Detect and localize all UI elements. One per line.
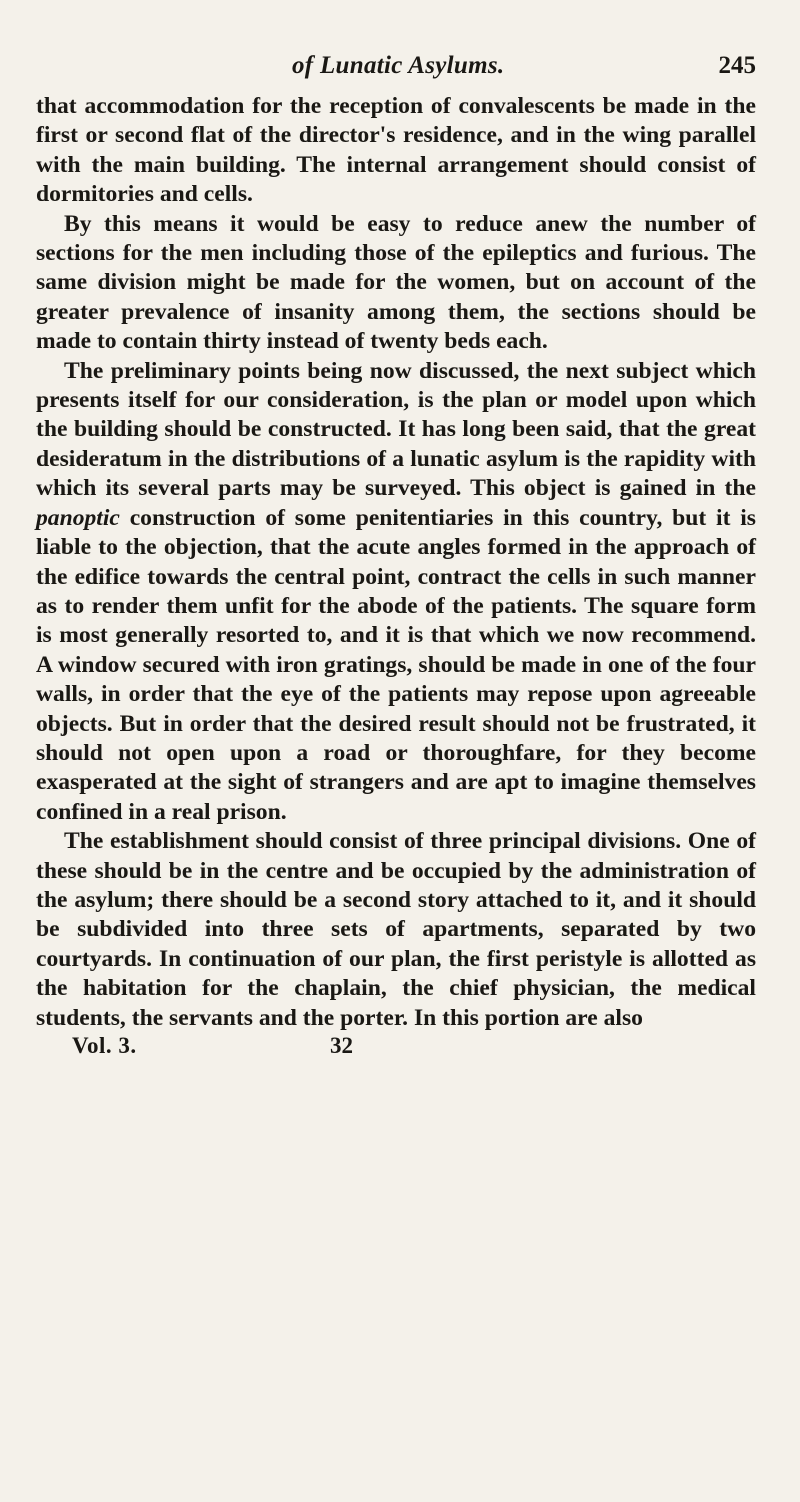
signature-mark: 32 <box>330 1033 353 1058</box>
paragraph-3 <box>36 357 756 828</box>
panoptic-emphasis: panoptic <box>36 504 120 531</box>
page-footer <box>36 1033 756 1063</box>
running-head <box>36 52 756 92</box>
page-number: 245 <box>718 52 756 79</box>
body-text <box>36 92 756 1033</box>
paragraph-1: that accommodation for the reception of convalescents be made in the first or second flat of the director's residence, and in the wing parallel with the main building. The internal arrangement should consist of dormitories and cells. <box>36 93 756 208</box>
paragraph-3-text-after: construction of some penitentiaries in this country, but it is liable to the objection, that the acute angles formed in the approach of the edifice towards the central point, contract the cells in such manner as to render them unfit for the abode of the patients. The square form is most generally resorted to, and it is that which we now recommend. A window secured with iron gratings, should be made in one of the four walls, in order that the eye of the patients may repose upon agreeable objects. But in order that the desired result should not be frustrated, it should not open upon a road or thoroughfare, for they become exasperated at the sight of strangers and are apt to imagine themselves confined in a real prison. <box>36 504 756 825</box>
volume-label: Vol. 3. <box>72 1033 137 1058</box>
paragraph-2: By this means it would be easy to reduce anew the number of sections for the men including those of the epileptics and furious. The same division might be made for the women, but on account of the greater prevalence of insanity among them, the sections should be made to contain thirty instead of twenty beds each. <box>36 210 756 355</box>
paragraph-3-text-before: The preliminary points being now discussed, the next subject which presents itself for our consideration, is the plan or model upon which the building should be constructed. It has long been said, that the great desideratum in the distributions of a lunatic asylum is the rapidity with which its several parts may be surveyed. This object is gained in the <box>36 357 756 502</box>
running-title: of Lunatic Asylums. <box>292 52 505 79</box>
paragraph-4: The establishment should consist of three principal divisions. One of these should be in the centre and be occupied by the administration of the asylum; there should be a second story attached to it, and it should be subdivided into three sets of apartments, separated by two courtyards. In continuation of our plan, the first peristyle is allotted as the habitation for the chaplain, the chief physician, the medical students, the servants and the porter. In this portion are also <box>36 828 756 1031</box>
